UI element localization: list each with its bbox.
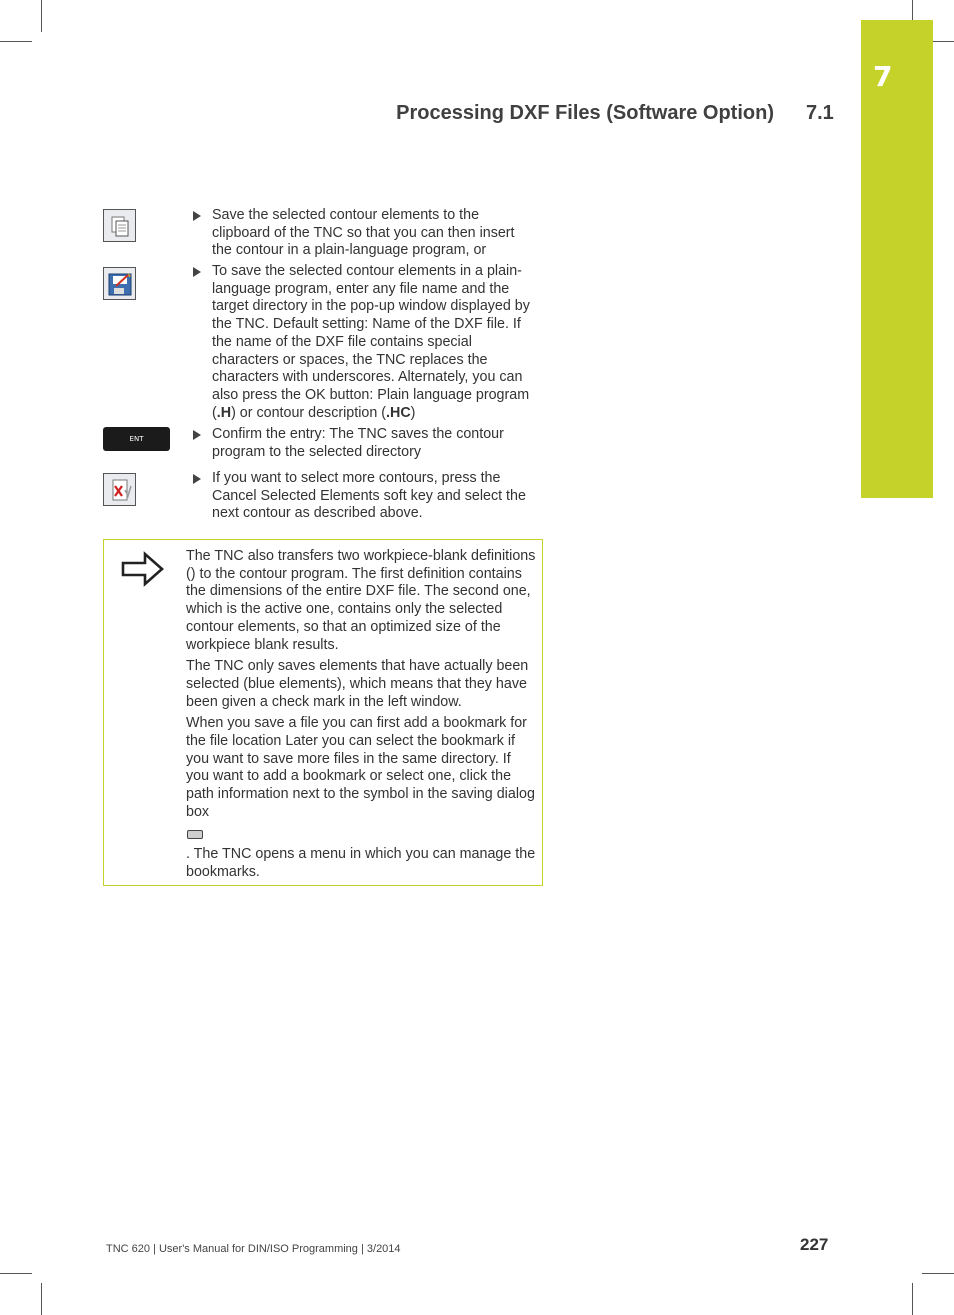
step-text: To save the selected contour elements in a plain-language program, enter any file name and the target directory in the pop-up window displayed by the TNC. Default setting: Name of the DXF file. If the name of the DXF file contains special characters or spaces, the TNC replaces the characters with underscores. Alternately, you can also press the OK button: Plain language program (.H) or contour description (.HC) xyxy=(212,263,530,421)
step-text: Confirm the entry: The TNC saves the contour program to the selected directory xyxy=(212,426,504,460)
step-select-more xyxy=(193,470,538,523)
bullet-triangle-icon xyxy=(193,430,201,440)
bullet-triangle-icon xyxy=(193,474,201,484)
bullet-triangle-icon xyxy=(193,267,201,277)
note-paragraph: The TNC only saves elements that have actually been selected (blue elements), which means that they have been given a check mark in the left window. xyxy=(186,658,529,710)
section-title: Processing DXF Files (Software Option) xyxy=(396,102,774,124)
step-confirm-entry xyxy=(193,426,538,461)
page-number: 227 xyxy=(800,1235,829,1254)
step-text: If you want to select more contours, press the Cancel Selected Elements soft key and select the next contour as described above. xyxy=(212,470,526,522)
note-paragraph: . The TNC opens a menu in which you can manage the bookmarks. xyxy=(186,846,536,880)
crop-mark xyxy=(41,1283,42,1315)
arrow-right-icon xyxy=(121,551,165,587)
bookmark-path-icon xyxy=(187,830,203,839)
crop-mark xyxy=(912,0,913,20)
step-save-to-clipboard xyxy=(193,207,538,260)
crop-mark xyxy=(933,41,954,42)
crop-mark xyxy=(0,1273,32,1274)
crop-mark xyxy=(41,0,42,32)
bullet-triangle-icon xyxy=(193,211,201,221)
step-text: Save the selected contour elements to the clipboard of the TNC so that you can then insert the contour in a plain-language program, or xyxy=(212,207,515,259)
section-number: 7.1 xyxy=(806,102,834,124)
note-paragraph: When you save a file you can first add a bookmark for the file location Later you can select the bookmark if you want to save more files in the same directory. If you want to add a bookmark or select one, click the path information next to the symbol in the saving dialog box xyxy=(186,715,535,820)
note-box xyxy=(103,539,543,886)
crop-mark xyxy=(912,1283,913,1315)
ent-key[interactable]: ENT xyxy=(103,427,170,451)
extension-hc: .HC xyxy=(386,404,411,421)
copy-to-clipboard-icon xyxy=(103,209,136,242)
extension-h: .H xyxy=(216,404,232,421)
note-content xyxy=(186,548,536,886)
chapter-number: 7 xyxy=(873,60,893,93)
crop-mark xyxy=(922,1273,954,1274)
note-paragraph: The TNC also transfers two workpiece-blank definitions () to the contour program. The first definition contains the dimensions of the entire DXF file. The second one, which is the active one, contains only the selected contour elements, so that an optimized size of the workpiece blank results. xyxy=(186,548,536,653)
footer-text: TNC 620 | User's Manual for DIN/ISO Programming | 3/2014 xyxy=(106,1243,401,1255)
save-file-icon xyxy=(103,267,136,300)
cancel-selection-icon xyxy=(103,473,136,506)
step-save-to-file xyxy=(193,263,538,422)
crop-mark xyxy=(0,41,32,42)
